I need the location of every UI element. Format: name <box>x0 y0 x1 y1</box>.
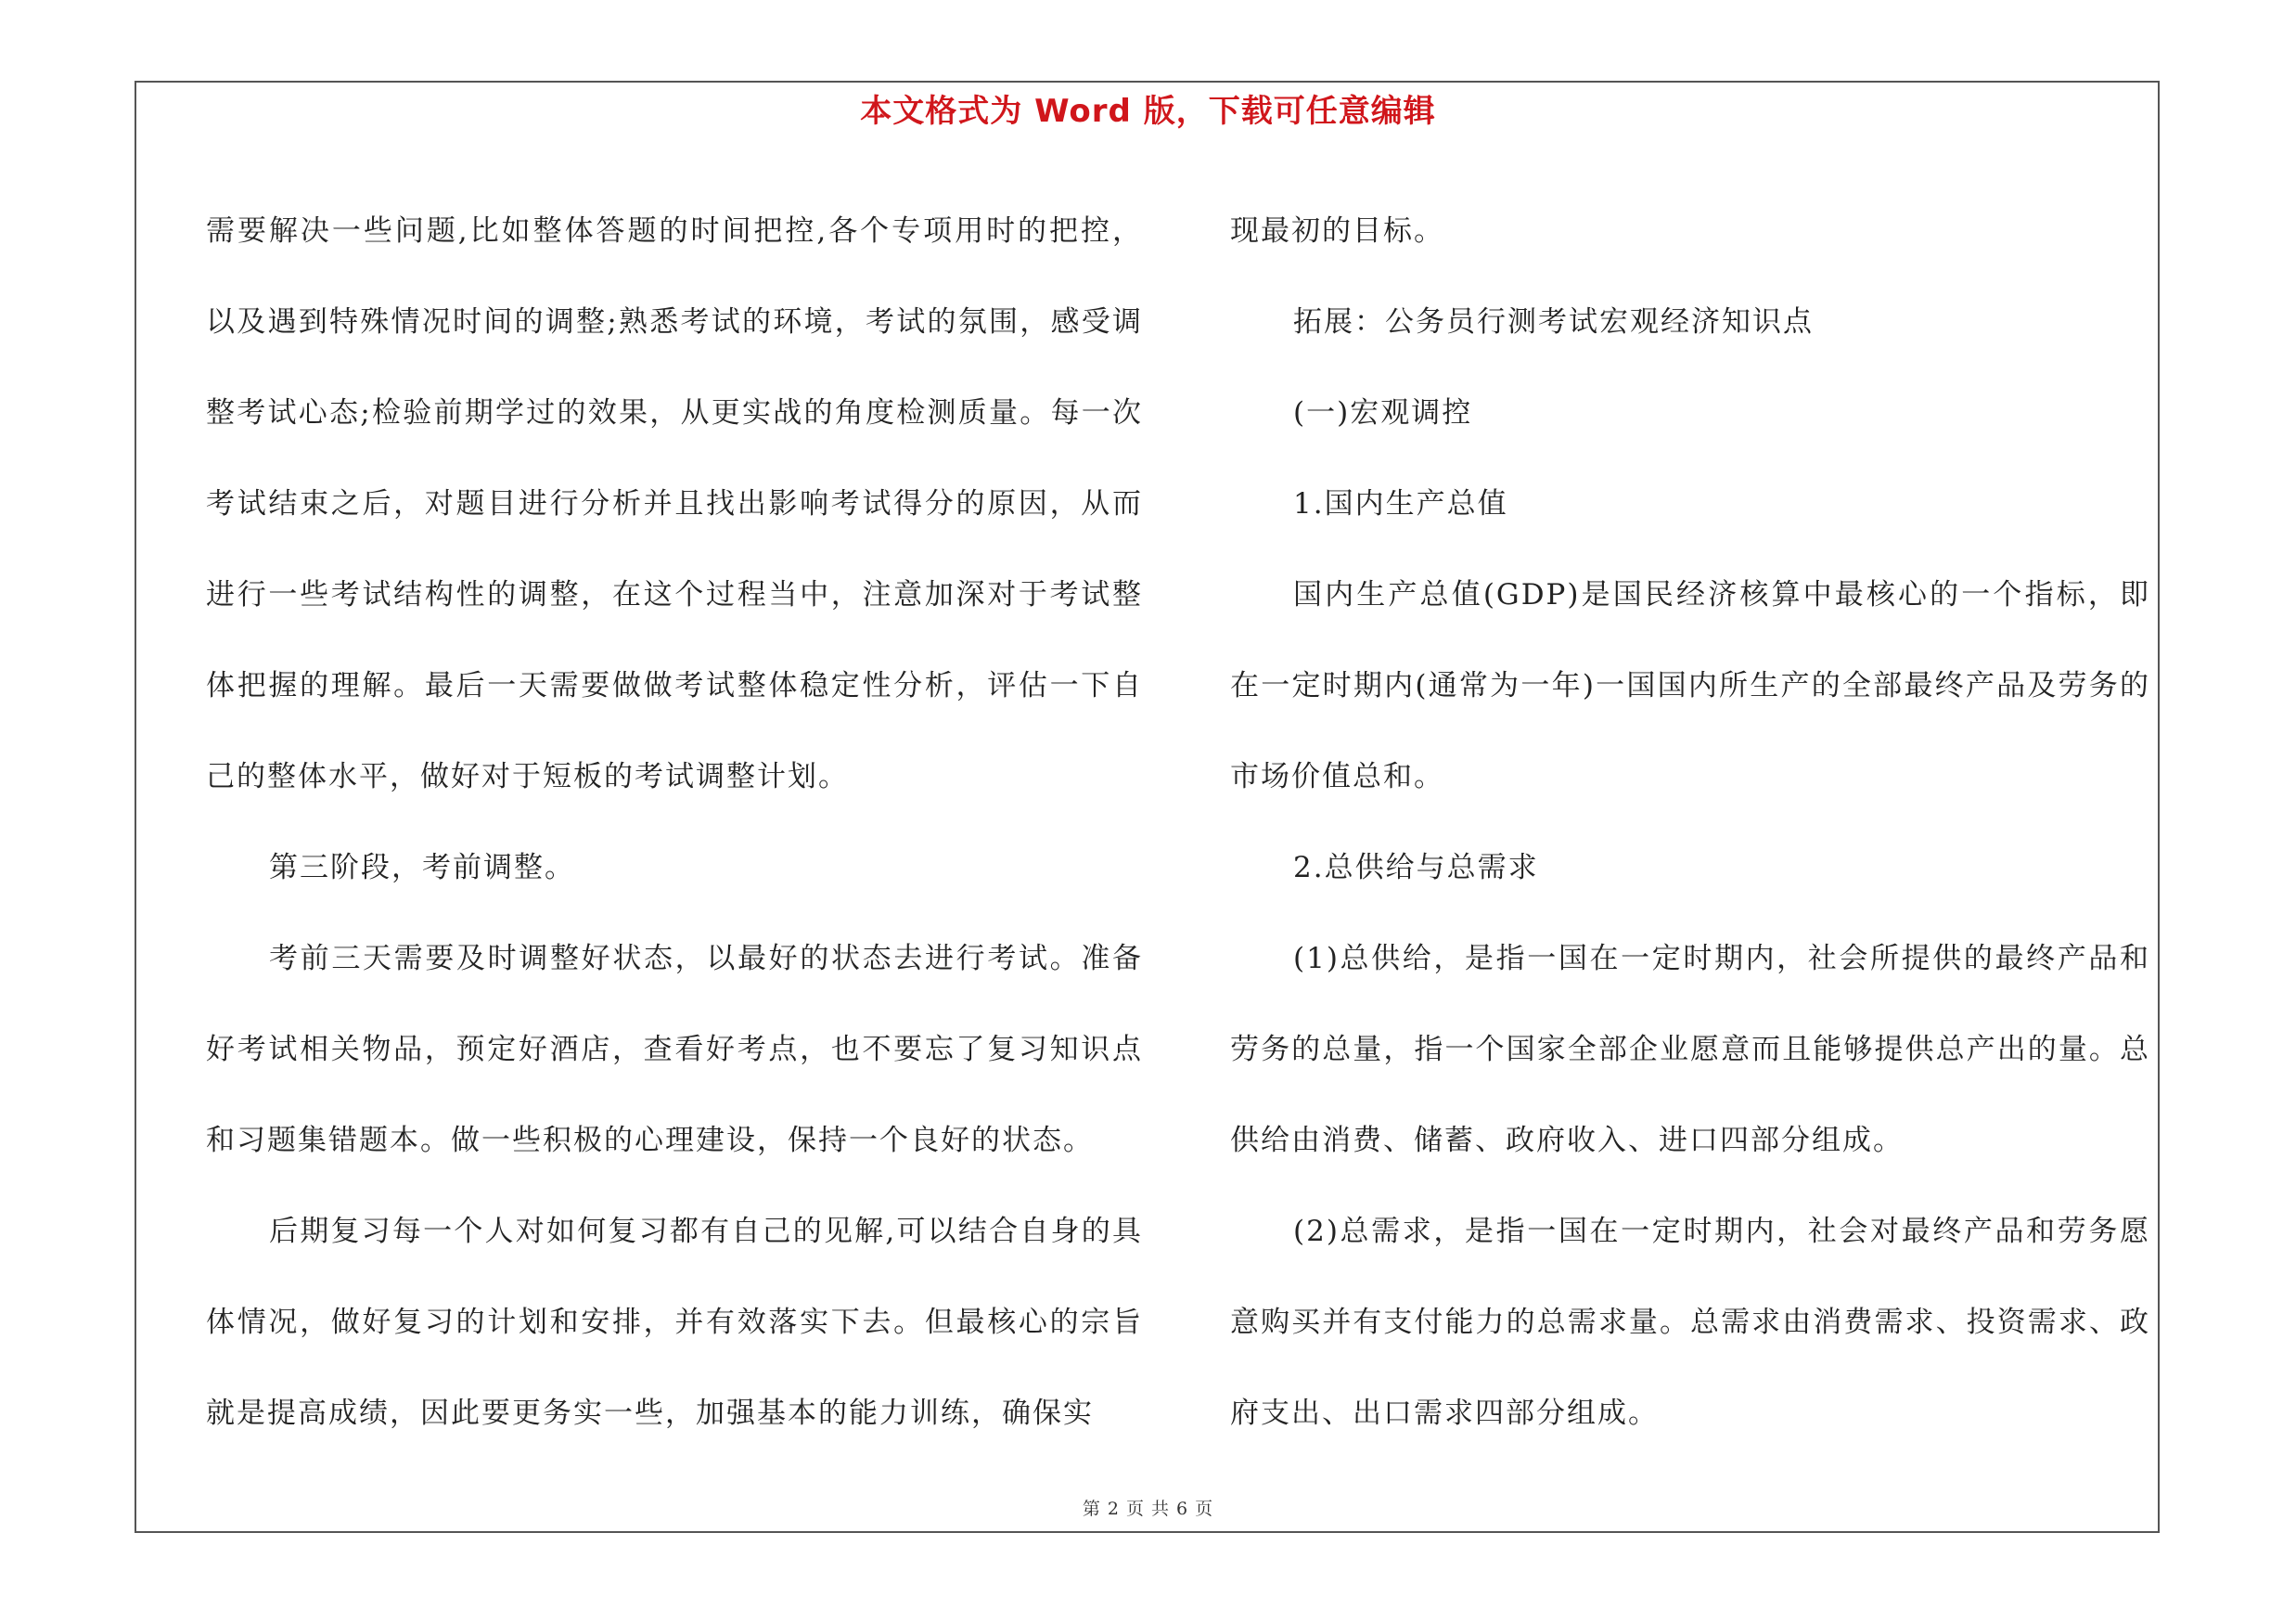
right-paragraph-8: (2)总需求，是指一国在一定时期内，社会对最终产品和劳务愿意购买并有支付能力的总需求量。总需求由消费需求、投资需求、政府支出、出口需求四部分组成。 <box>1230 1215 2150 1430</box>
right-paragraph-1: 现最初的目标。 <box>1230 214 1444 248</box>
right-paragraph-2: 拓展：公务员行测考试宏观经济知识点 <box>1293 305 1814 339</box>
right-paragraph-6: 2.总供给与总需求 <box>1293 851 1539 884</box>
header-banner: 本文格式为 Word 版，下载可任意编辑 <box>860 93 1436 130</box>
left-paragraph-3: 考前三天需要及时调整好状态，以最好的状态去进行考试。准备好考试相关物品，预定好酒店，查看好考点，也不要忘了复习知识点和习题集错题本。做一些积极的心理建设，保持一个良好的状态。 <box>206 942 1143 1157</box>
right-paragraph-7: (1)总供给，是指一国在一定时期内，社会所提供的最终产品和劳务的总量，指一个国家全部企业愿意而且能够提供总产出的量。总供给由消费、储蓄、政府收入、进口四部分组成。 <box>1230 942 2150 1157</box>
right-column <box>1230 186 2150 1459</box>
left-paragraph-1: 需要解决一些问题,比如整体答题的时间把控,各个专项用时的把控，以及遇到特殊情况时间的调整;熟悉考试的环境，考试的氛围，感受调整考试心态;检验前期学过的效果，从更实战的角度检测质量。每一次考试结束之后，对题目进行分析并且找出影响考试得分的原因，从而进行一些考试结构性的调整，在这个过程当中，注意加深对于考试整体把握的理解。最后一天需要做做考试整体稳定性分析，评估一下自己的整体水平，做好对于短板的考试调整计划。 <box>206 214 1143 793</box>
left-paragraph-2: 第三阶段，考前调整。 <box>269 851 575 884</box>
left-paragraph-4: 后期复习每一个人对如何复习都有自己的见解,可以结合自身的具体情况，做好复习的计划和安排，并有效落实下去。但最核心的宗旨就是提高成绩，因此要更务实一些，加强基本的能力训练，确保实 <box>206 1215 1143 1430</box>
right-paragraph-3: (一)宏观调控 <box>1293 396 1473 430</box>
page-footer: 第 2 页 共 6 页 <box>1082 1499 1214 1519</box>
right-paragraph-4: 1.国内生产总值 <box>1293 487 1508 521</box>
right-paragraph-5: 国内生产总值(GDP)是国民经济核算中最核心的一个指标，即在一定时期内(通常为一年)一国国内所生产的全部最终产品及劳务的市场价值总和。 <box>1230 578 2150 793</box>
left-column <box>206 186 1143 1459</box>
